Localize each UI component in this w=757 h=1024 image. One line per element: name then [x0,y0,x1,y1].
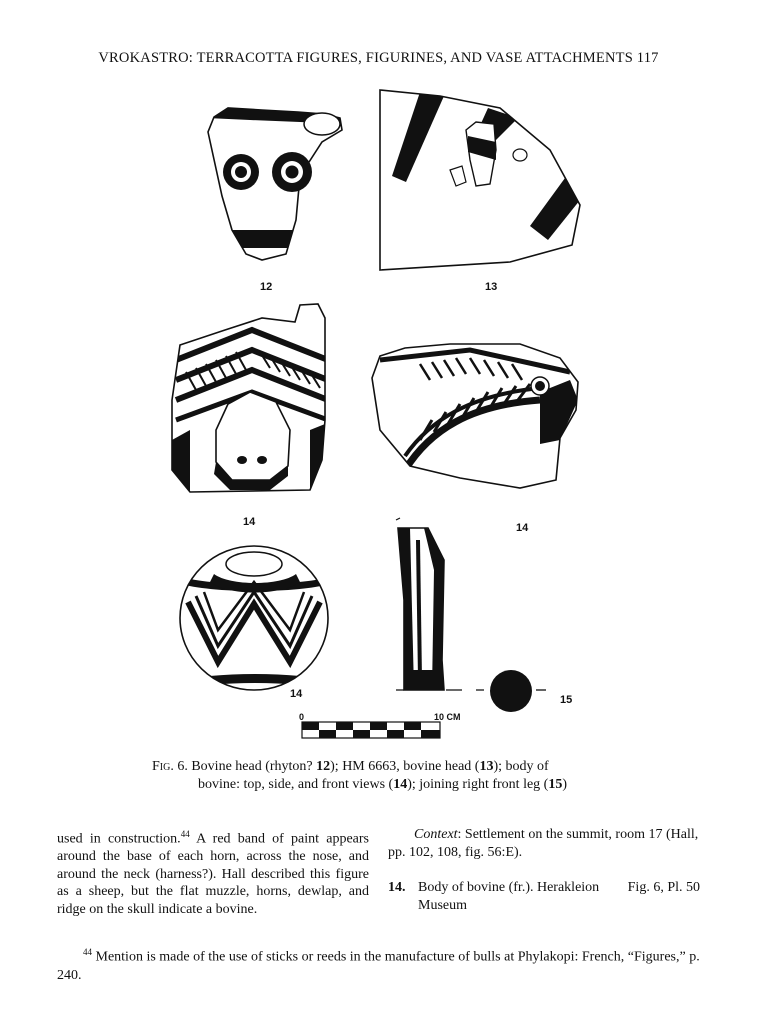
caption-line-2 [152,776,622,794]
scale-bar [302,722,440,738]
caption-text: ); joining right front leg ( [407,777,549,792]
footnote-44 [57,943,700,985]
caption-text: ); HM 6663, bovine head ( [330,759,480,774]
footnote-number: 44 [83,947,92,957]
footnote-ref[interactable]: 44 [180,829,190,839]
entry-figure-reference: Fig. 6, Pl. 50 [627,880,700,896]
entry-description: Body of bovine (fr.). Herakleion Museum [418,880,600,913]
scale-end-label: 10 CM [434,712,461,722]
label-fig-13: 13 [485,281,498,293]
label-fig-15: 15 [560,694,573,706]
catalogue-entry-14 [388,879,700,914]
page-number: 117 [636,50,659,66]
body-text: used in construction. [57,831,181,847]
figure-14-top-view-drawing [172,304,328,492]
entry-number: 14. [388,880,406,896]
caption-prefix: Fig. 6. [152,759,188,774]
caption-text: bovine: top, side, and front views ( [198,777,394,792]
caption-ref-14: 14 [393,777,408,792]
label-fig-14-top: 14 [243,516,256,528]
scale-start-label: 0 [299,712,305,722]
caption-ref-13: 13 [479,759,494,774]
figure-12-drawing [206,104,346,260]
caption-ref-12: 12 [316,759,331,774]
figure-14-front-view-drawing [180,546,330,690]
figure-14-side-view-drawing [372,344,578,488]
body-text-left-column [57,826,369,919]
header-title: VROKASTRO: TERRACOTTA FIGURES, FIGURINES, AND VASE ATTACHMENTS [98,50,633,66]
body-text-right-column [388,826,700,914]
caption-text: ); body of [493,759,549,774]
caption-ref-15: 15 [548,777,563,792]
figure-15-leg-drawing [396,518,546,712]
footnote-text: Mention is made of the use of sticks or reeds in the manufacture of bulls at Phylakopi: French, “Figures,” p. 240. [57,949,700,983]
label-fig-14-side: 14 [516,522,529,534]
context-text: : Settlement on the summit, room 17 (Hall, pp. 102, 108, fig. 56:E). [388,827,699,860]
figure-caption [152,758,622,794]
figure-13-drawing [380,90,580,270]
caption-text: Bovine head (rhyton? [191,759,317,774]
caption-text: ) [562,777,568,792]
body-text: A red band of paint appears around the base of each horn, across the nose, and around the neck (harness?). Hall described this figure as a sheep, but the flat muzzle, horns, dewlap, and ridge on the skull indicate a bovine. [57,831,370,918]
context-label: Context [414,827,458,842]
label-fig-12: 12 [260,281,273,293]
context-paragraph [388,826,700,861]
label-fig-14-front: 14 [290,688,303,700]
